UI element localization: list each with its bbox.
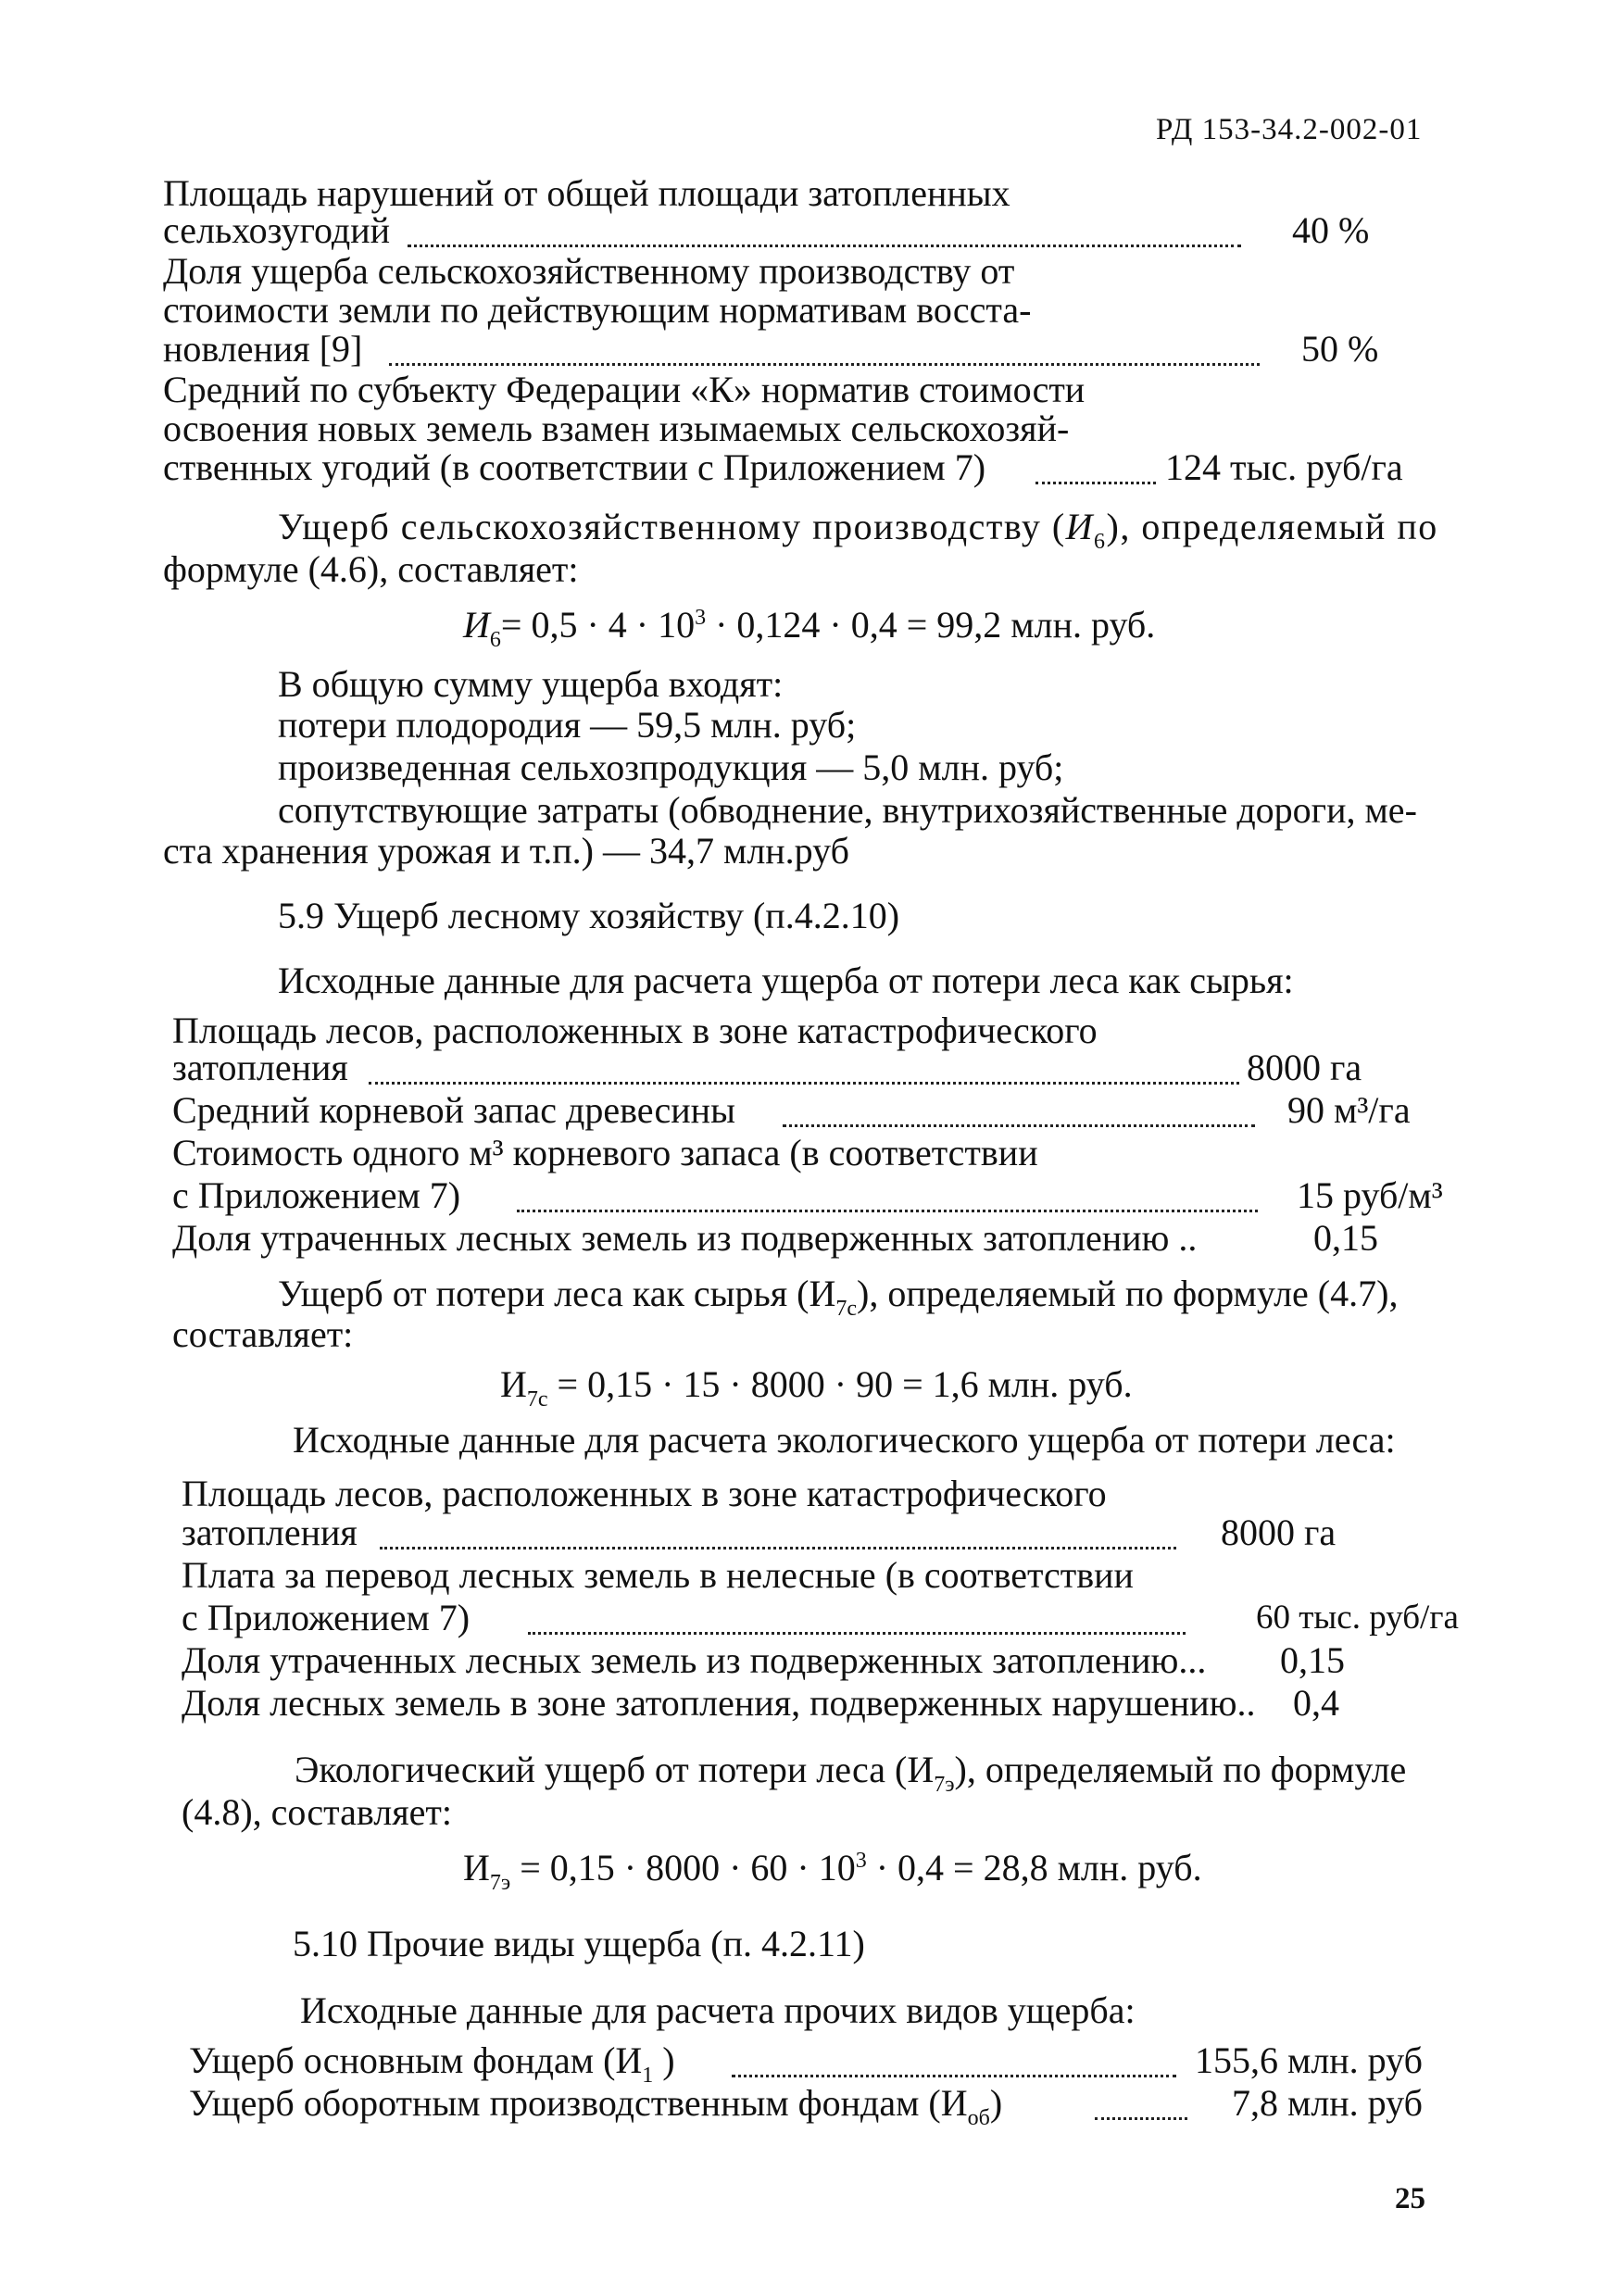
leader-dots [528, 1626, 1186, 1635]
total-sum-item: произведенная сельхозпродукция — 5,0 млн. руб; [278, 747, 1064, 788]
forest-eco-result: Экологический ущерб от потери леса $(И_{7э})$, определяемый по формуле [295, 1749, 1407, 1797]
leader-dots [1035, 476, 1156, 484]
forest-eco-result-cont: (4.8), составляет: [182, 1791, 452, 1833]
leader-dots [369, 1076, 1239, 1085]
forest-eco-formula: $И_{7э} = 0,15 \cdot 8000 \cdot 60 \cdot 10^3 \cdot 0,4 = 28,8$ млн. руб. [463, 1847, 1202, 1895]
other-damage-item-2-value: 7,8 млн. руб [1232, 2082, 1423, 2124]
agri-input-3-line-3: ственных угодий (в соответствии с Приложением 7) [163, 446, 986, 488]
leader-dots [408, 239, 1241, 247]
forest-eco-input-2-value: 60 тыс. руб/га [1256, 1599, 1459, 1637]
forest-raw-input-3-value: 15 руб/м³ [1297, 1174, 1443, 1216]
forest-raw-input-4-value: 0,15 [1313, 1217, 1378, 1259]
agri-formula: $И_6= 0,5 \cdot 4 \cdot 10^3 \cdot 0,124 \cdot 0,4 = 99,2$ млн. руб. [463, 604, 1156, 652]
agri-input-3-value: 124 тыс. руб/га [1165, 446, 1403, 488]
agri-result-intro-cont: формуле (4.6), составляет: [163, 548, 579, 590]
forest-raw-formula: $И_{7с} = 0,15 \cdot 15 \cdot 8000 \cdot 90 = 1,6$ млн. руб. [500, 1363, 1133, 1411]
agri-input-1-line-1: Площадь нарушений от общей площади затопленных [163, 172, 1010, 214]
forest-eco-input-3-value: 0,15 [1280, 1639, 1345, 1681]
leader-dots [732, 2069, 1176, 2077]
forest-eco-input-1-value: 8000 га [1221, 1512, 1337, 1553]
total-sum-item: сопутствующие затраты (обводнение, внутрихозяйственные дороги, ме- [278, 789, 1417, 831]
agri-input-2-line-1: Доля ущерба сельскохозяйственному производству от [163, 250, 1015, 292]
forest-eco-input-1-line-1: Площадь лесов, расположенных в зоне катастрофического [182, 1473, 1107, 1514]
leader-dots [380, 1541, 1176, 1549]
forest-eco-input-1-line-2: затопления [182, 1512, 358, 1553]
forest-raw-result-cont: составляет: [172, 1313, 354, 1355]
forest-raw-input-2-value: 90 м³/га [1287, 1089, 1411, 1131]
forest-raw-input-1-value: 8000 га [1247, 1047, 1362, 1088]
forest-raw-intro: Исходные данные для расчета ущерба от потери леса как сырья: [278, 960, 1294, 1001]
agri-input-3-line-2: освоения новых земель взамен изымаемых сельскохозяй- [163, 408, 1070, 449]
other-damage-item-1-label: Ущерб основным фондам ($И_1$ ) [189, 2039, 675, 2088]
agri-input-1-value: 40 % [1292, 209, 1370, 251]
other-damage-item-2-label: Ущерб оборотным производственным фондам $(И_{об})$ [189, 2082, 1003, 2130]
forest-eco-input-4-value: 0,4 [1293, 1682, 1339, 1724]
agri-input-3-line-1: Средний по субъекту Федерации «К» норматив стоимости [163, 369, 1086, 410]
forest-raw-input-3-line-1: Стоимость одного м³ корневого запаса (в соответствии [172, 1132, 1038, 1173]
other-damage-item-1-value: 155,6 млн. руб [1195, 2039, 1423, 2081]
leader-dots [1095, 2112, 1187, 2120]
section-5-9-heading: 5.9 Ущерб лесному хозяйству (п.4.2.10) [278, 895, 900, 936]
total-sum-item: потери плодородия — 59,5 млн. руб; [278, 704, 857, 746]
total-sum-item: ста хранения урожая и т.п.) — 34,7 млн.руб [163, 830, 849, 872]
forest-eco-input-4-line-1: Доля лесных земель в зоне затопления, подверженных нарушению.. [182, 1682, 1256, 1724]
agri-input-2-line-3: новления [9] [163, 328, 363, 370]
forest-eco-input-2-line-2: с Приложением 7) [182, 1597, 471, 1638]
forest-raw-result: Ущерб от потери леса как сырья $(И_{7с})$, определяемый по формуле (4.7), [278, 1273, 1399, 1321]
leader-dots [517, 1204, 1258, 1212]
leader-dots [389, 358, 1260, 366]
agri-input-2-line-2: стоимости земли по действующим нормативам восста- [163, 289, 1032, 331]
forest-raw-input-1-line-1: Площадь лесов, расположенных в зоне катастрофического [172, 1010, 1098, 1051]
section-5-10-heading: 5.10 Прочие виды ущерба (п. 4.2.11) [293, 1923, 865, 1964]
page-number: 25 [1395, 2182, 1425, 2215]
forest-raw-input-1-line-2: затопления [172, 1047, 348, 1088]
agri-input-2-value: 50 % [1301, 328, 1379, 370]
forest-eco-input-2-line-1: Плата за перевод лесных земель в нелесные (в соответствии [182, 1554, 1134, 1596]
leader-dots [783, 1119, 1255, 1127]
document-code: РД 153-34.2-002-01 [1156, 113, 1423, 146]
agri-result-intro: Ущерб сельскохозяйственному производству $(И_6)$, определяемый по [278, 506, 1438, 554]
forest-raw-input-3-line-2: с Приложением 7) [172, 1174, 461, 1216]
agri-input-1-line-2: сельхозугодий [163, 209, 391, 251]
forest-raw-input-2-line-1: Средний корневой запас древесины [172, 1089, 735, 1131]
total-sum-intro: В общую сумму ущерба входят: [278, 663, 784, 705]
forest-raw-input-4-line-1: Доля утраченных лесных земель из подверженных затоплению .. [172, 1217, 1198, 1259]
forest-eco-intro: Исходные данные для расчета экологического ущерба от потери леса: [293, 1419, 1396, 1461]
forest-eco-input-3-line-1: Доля утраченных лесных земель из подверженных затоплению... [182, 1639, 1207, 1681]
other-damage-intro: Исходные данные для расчета прочих видов ущерба: [300, 1989, 1136, 2031]
